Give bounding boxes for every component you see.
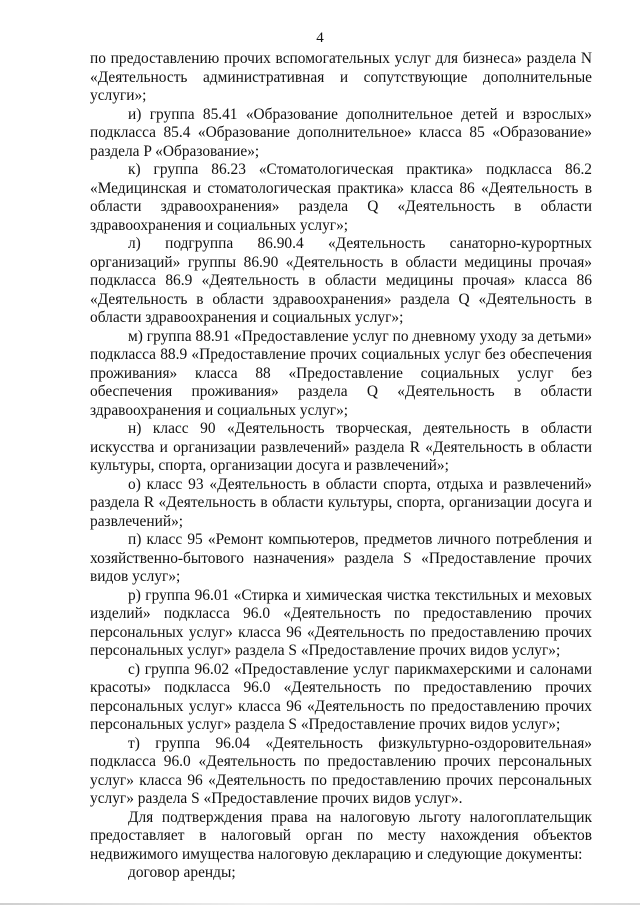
paragraph-item-i: и) группа 85.41 «Образование дополнительное детей и взрослых» подкласса 85.4 «Образование дополнительное» класса 85 «Образование» раздела P «Образование»;: [90, 105, 592, 160]
paragraph-lease-agreement: договор аренды;: [128, 864, 236, 881]
paragraph-item-s: с) группа 96.02 «Предоставление услуг парикмахерскими и салонами красоты» подкласса 96.0 «Деятельность по предоставлению прочих персональных услуг» класса 96 «Деятельность по предоставлению прочих персональных услуг» раздела S «Предоставление прочих видов услуг»;: [90, 660, 592, 733]
paragraph-item-t: т) группа 96.04 «Деятельность физкультурно-оздоровительная» подкласса 96.0 «Деятельность по предоставлению прочих персональных услуг» класса 96 «Деятельность по предоставлению прочих персональных услуг» раздела S «Предоставление прочих видов услуг».: [90, 734, 592, 807]
paragraph-item-p: п) класс 95 «Ремонт компьютеров, предметов личного потребления и хозяйственно-бытового назначения» раздела S «Предоставление прочих видов услуг»;: [90, 531, 592, 585]
paragraph-documents-intro: Для подтверждения права на налоговую льготу налогоплательщик предоставляет в налоговый орган по месту нахождения объектов недвижимого имущества налоговую декларацию и следующие документы:: [90, 808, 592, 863]
paragraph-item-k: к) группа 86.23 «Стоматологическая практика» подкласса 86.2 «Медицинская и стоматологическая практика» класса 86 «Деятельность в области здравоохранения» раздела Q «Деятельность в области здравоохранения и социальных услуг»;: [90, 161, 592, 234]
paragraph-item-o: о) класс 93 «Деятельность в области спорта, отдыха и развлечений» раздела R «Деятельность в области культуры, спорта, организации досуга и развлечений»;: [90, 475, 592, 530]
paragraph-continuation: по предоставлению прочих вспомогательных услуг для бизнеса» раздела N «Деятельность административная и сопутствующие дополнительные услуги»;: [90, 50, 592, 104]
paragraph-item-m: м) группа 88.91 «Предоставление услуг по дневному уходу за детьми» подкласса 88.9 «Предоставление прочих социальных услуг без обеспечения проживания» класса 88 «Предоставление социальных услуг без обеспечения проживания» раздела Q «Деятельность в области здравоохранения и социальных услуг»;: [90, 327, 592, 419]
paragraph-item-l: л) подгруппа 86.90.4 «Деятельность санаторно-курортных организаций» группы 86.90 «Деятельность в области медицины прочая» подкласса 86.9 «Деятельность в области медицины прочая» класса 86 «Деятельность в области здравоохранения» раздела Q «Деятельность в области здравоохранения и социальных услуг»;: [90, 235, 592, 326]
paragraph-item-n: н) класс 90 «Деятельность творческая, деятельность в области искусства и организации развлечений» раздела R «Деятельность в области культуры, спорта, организации досуга и развлечений»;: [90, 420, 592, 474]
document-body: [90, 50, 592, 883]
paragraph-item-r: р) группа 96.01 «Стирка и химическая чистка текстильных и меховых изделий» подкласса 96.0 «Деятельность по предоставлению прочих персональных услуг» класса 96 «Деятельность по предоставлению прочих персональных услуг» раздела S «Предоставление прочих видов услуг»;: [90, 586, 592, 659]
page-number: 4: [316, 30, 324, 46]
